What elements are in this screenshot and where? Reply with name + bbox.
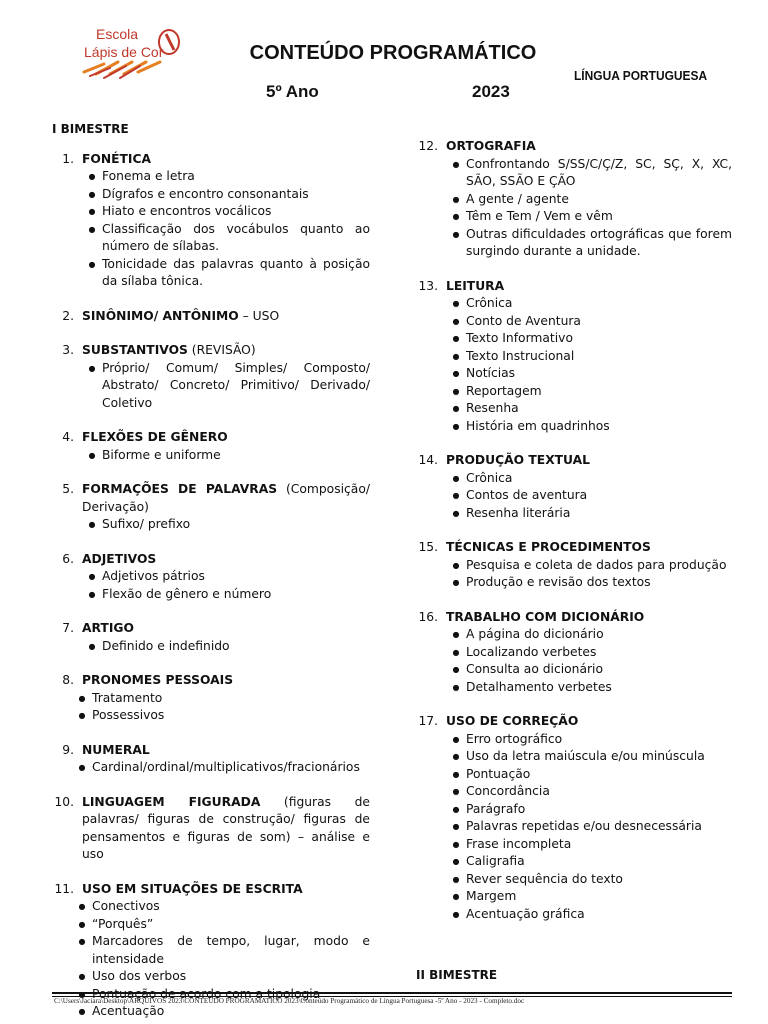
bullet-icon: ●	[452, 892, 460, 901]
list-item	[446, 661, 732, 679]
right-column	[416, 138, 732, 923]
section-13	[416, 278, 732, 436]
list-item	[446, 853, 732, 871]
section-title: SINÔNIMO/ ANTÔNIMO	[82, 308, 239, 323]
list-item	[82, 638, 370, 656]
list-item	[72, 759, 370, 777]
list-item-text: Uso dos verbos	[92, 969, 187, 983]
list-item-text: Texto Informativo	[466, 331, 573, 345]
list-item	[446, 836, 732, 854]
list-item-text: Conectivos	[92, 899, 160, 913]
section-number: 6.	[62, 551, 74, 566]
bullet-icon: ●	[452, 351, 460, 361]
bullet-icon: ●	[452, 909, 460, 919]
section-2	[52, 308, 370, 326]
list-item	[446, 418, 732, 436]
bullet-icon: ●	[88, 224, 96, 234]
bullet-list	[52, 516, 370, 534]
list-item	[446, 626, 732, 644]
list-item	[446, 801, 732, 819]
bullet-icon: ●	[88, 450, 96, 460]
bullet-icon: ●	[452, 822, 460, 831]
list-item	[446, 766, 732, 784]
bullet-icon: ●	[452, 299, 460, 308]
bullet-list	[416, 295, 732, 435]
section-5	[52, 481, 370, 534]
section-title: USO EM SITUAÇÕES DE ESCRITA	[82, 881, 303, 896]
list-item	[82, 203, 370, 221]
year-label: 2023	[472, 82, 510, 101]
list-item	[72, 1003, 370, 1021]
bullet-icon: ●	[452, 194, 460, 204]
section-number: 8.	[62, 673, 74, 687]
section-8	[52, 672, 370, 725]
section-7	[52, 620, 370, 655]
bullet-icon: ●	[78, 711, 86, 720]
list-item	[72, 968, 370, 986]
list-item	[82, 221, 370, 256]
list-item	[446, 783, 732, 801]
list-item	[82, 360, 370, 413]
section-number: 4.	[62, 430, 74, 444]
section-number: 9.	[62, 742, 74, 757]
list-item	[72, 933, 370, 968]
section-number: 7.	[62, 621, 74, 635]
list-item	[446, 731, 732, 749]
bullet-icon: ●	[452, 473, 460, 483]
section-title: PRODUÇÃO TEXTUAL	[446, 453, 591, 467]
list-item	[446, 208, 732, 226]
section-subtitle: – USO	[238, 308, 280, 323]
left-column	[52, 121, 370, 1021]
section-title: ORTOGRAFIA	[446, 139, 536, 153]
list-item-text: Palavras repetidas e/ou desnecessária	[466, 819, 702, 833]
bullet-icon: ●	[78, 989, 86, 999]
list-item	[446, 330, 732, 348]
bullet-list	[52, 447, 370, 465]
bullet-list	[52, 690, 370, 725]
bullet-icon: ●	[78, 693, 86, 703]
document-title: CONTEÚDO PROGRAMÁTICO	[249, 42, 537, 64]
list-item-text: Contos de aventura	[466, 488, 588, 502]
bullet-icon: ●	[452, 578, 460, 587]
list-item	[82, 447, 370, 465]
list-item-text: Produção e revisão dos textos	[466, 575, 651, 589]
list-item-text: Biforme e uniforme	[102, 447, 221, 462]
bullet-icon: ●	[452, 734, 460, 744]
list-item-text: Texto Instrucional	[466, 348, 575, 363]
section-subtitle: (figuras de palavras/ figuras de construção/ figuras de pensamentos e figuras de som) – análise e uso	[82, 794, 370, 861]
section-number: 12.	[418, 139, 438, 153]
list-item-text: Uso da letra maiúscula e/ou minúscula	[466, 749, 705, 763]
list-item	[446, 400, 732, 418]
section-title: ADJETIVOS	[82, 551, 157, 566]
list-item-text: Têm e Tem / Vem e vêm	[466, 209, 613, 223]
section-6	[52, 551, 370, 604]
section-9	[52, 742, 370, 777]
list-item-text: Marcadores de tempo, lugar, modo e intensidade	[92, 934, 370, 966]
section-number: 13.	[418, 278, 438, 293]
list-item	[446, 888, 732, 906]
bullet-list	[52, 168, 370, 291]
list-item-text: “Porquês”	[92, 916, 154, 931]
list-item-text: Acentuação gráfica	[466, 906, 585, 921]
list-item	[82, 186, 370, 204]
bullet-icon: ●	[88, 259, 96, 269]
list-item	[72, 707, 370, 725]
list-item-text: Sufixo/ prefixo	[102, 517, 191, 531]
footer-divider-thick	[52, 992, 732, 994]
list-item-text: Localizando verbetes	[466, 644, 597, 659]
list-item	[72, 898, 370, 916]
bullet-icon: ●	[88, 589, 96, 599]
bullet-icon: ●	[78, 763, 86, 772]
section-12	[416, 138, 732, 261]
list-item-text: Detalhamento verbetes	[466, 679, 612, 694]
list-item-text: Tonicidade das palavras quanto à posição da sílaba tônica.	[102, 256, 370, 288]
section-title: LINGUAGEM FIGURADA	[82, 794, 261, 809]
list-item	[72, 916, 370, 934]
logo-text-line1: Escola	[96, 26, 139, 42]
list-item	[446, 156, 732, 191]
list-item-text: Tratamento	[92, 690, 163, 705]
bullet-icon: ●	[78, 937, 86, 946]
list-item	[82, 568, 370, 586]
list-item-text: Caligrafia	[466, 854, 525, 868]
subject-label: LÍNGUA PORTUGUESA	[574, 68, 708, 83]
list-item-text: Conto de Aventura	[466, 313, 581, 328]
bullet-icon: ●	[452, 369, 460, 378]
bullet-icon: ●	[78, 919, 86, 929]
list-item-text: Acentuação	[92, 1004, 165, 1018]
section-number: 1.	[62, 151, 74, 166]
bullet-icon: ●	[452, 647, 460, 657]
section-title: FORMAÇÕES DE PALAVRAS	[82, 482, 278, 496]
list-item	[446, 557, 732, 575]
list-item	[446, 226, 732, 261]
list-item-text: Dígrafos e encontro consonantais	[102, 186, 309, 201]
list-item	[82, 516, 370, 534]
list-item-text: Consulta ao dicionário	[466, 662, 604, 676]
list-item	[446, 383, 732, 401]
bullet-icon: ●	[88, 363, 96, 373]
list-item	[446, 505, 732, 523]
section-17	[416, 713, 732, 923]
list-item-text: Crônica	[466, 296, 513, 310]
section-title: ARTIGO	[82, 621, 134, 635]
bimestre-2-heading: II BIMESTRE	[416, 968, 498, 982]
section-number: 16.	[418, 609, 438, 624]
bullet-icon: ●	[88, 641, 96, 651]
list-item	[446, 348, 732, 366]
section-title: FONÉTICA	[82, 151, 152, 166]
bullet-list	[52, 360, 370, 413]
bullet-icon: ●	[88, 572, 96, 581]
bullet-icon: ●	[452, 159, 460, 169]
list-item	[446, 313, 732, 331]
section-15	[416, 539, 732, 592]
list-item-text: A gente / agente	[466, 191, 569, 206]
bullet-icon: ●	[88, 189, 96, 199]
bullet-list	[52, 759, 370, 777]
list-item-text: Frase incompleta	[466, 836, 572, 851]
list-item	[446, 574, 732, 592]
list-item-text: Crônica	[466, 470, 513, 485]
list-item-text: Pontuação de acordo com a tipologia	[92, 986, 321, 1001]
bullet-icon: ●	[452, 787, 460, 796]
section-subtitle: (REVISÃO)	[187, 343, 256, 357]
bullet-icon: ●	[452, 508, 460, 518]
list-item-text: Concordância	[466, 784, 550, 798]
section-number: 14.	[418, 453, 438, 467]
bullet-icon: ●	[88, 520, 96, 529]
section-number: 15.	[418, 540, 438, 554]
bullet-icon: ●	[452, 630, 460, 639]
bullet-icon: ●	[452, 386, 460, 396]
bullet-icon: ●	[78, 902, 86, 911]
section-title: USO DE CORREÇÃO	[446, 714, 579, 728]
list-item-text: Rever sequência do texto	[466, 871, 623, 886]
list-item	[72, 690, 370, 708]
list-item	[446, 487, 732, 505]
bullet-icon: ●	[452, 560, 460, 570]
bullet-list	[52, 568, 370, 603]
logo-text-line2: Lápis de Cor	[84, 44, 164, 60]
section-title: LEITURA	[446, 278, 505, 293]
section-14	[416, 452, 732, 522]
bullet-icon: ●	[452, 491, 460, 500]
bullet-icon: ●	[452, 212, 460, 221]
list-item-text: Pontuação	[466, 766, 531, 781]
bullet-icon: ●	[88, 172, 96, 181]
section-title: SUBSTANTIVOS	[82, 343, 188, 357]
section-16	[416, 609, 732, 697]
bullet-icon: ●	[78, 1007, 86, 1016]
bullet-icon: ●	[452, 229, 460, 239]
section-number: 3.	[62, 343, 74, 357]
list-item-text: Classificação dos vocábulos quanto ao número de sílabas.	[102, 221, 370, 253]
section-title: TÉCNICAS E PROCEDIMENTOS	[446, 540, 651, 554]
bullet-icon: ●	[88, 207, 96, 216]
list-item-text: Erro ortográfico	[466, 731, 563, 746]
list-item-text: Resenha	[466, 401, 519, 415]
list-item	[82, 586, 370, 604]
bullet-icon: ●	[452, 421, 460, 431]
bullet-icon: ●	[452, 404, 460, 413]
list-item-text: Hiato e encontros vocálicos	[102, 204, 272, 218]
list-item-text: Reportagem	[466, 383, 542, 398]
list-item-text: Adjetivos pátrios	[102, 569, 205, 583]
section-title: FLEXÕES DE GÊNERO	[82, 430, 228, 444]
bullet-icon: ●	[452, 769, 460, 779]
bullet-icon: ●	[452, 334, 460, 343]
section-subtitle: (Composição/ Derivação)	[82, 482, 370, 514]
list-item	[82, 168, 370, 186]
list-item-text: Notícias	[466, 366, 516, 380]
bullet-list	[416, 731, 732, 924]
bullet-icon: ●	[452, 874, 460, 884]
list-item-text: Margem	[466, 889, 517, 903]
bullet-icon: ●	[452, 839, 460, 849]
section-number: 5.	[62, 482, 74, 496]
list-item-text: Parágrafo	[466, 801, 526, 816]
section-title: PRONOMES PESSOAIS	[82, 673, 234, 687]
bullet-list	[52, 638, 370, 656]
section-number: 17.	[418, 714, 438, 728]
list-item-text: Possessivos	[92, 708, 165, 722]
list-item	[446, 365, 732, 383]
list-item	[446, 906, 732, 924]
list-item-text: História em quadrinhos	[466, 418, 610, 433]
list-item-text: Pesquisa e coleta de dados para produção	[466, 557, 727, 572]
list-item	[446, 871, 732, 889]
section-3	[52, 342, 370, 412]
list-item-text: Flexão de gênero e número	[102, 586, 272, 601]
section-title: TRABALHO COM DICIONÁRIO	[446, 609, 645, 624]
list-item-text: Outras dificuldades ortográficas que forem surgindo durante a unidade.	[466, 226, 732, 258]
bullet-icon: ●	[452, 682, 460, 692]
list-item	[446, 818, 732, 836]
bullet-icon: ●	[452, 316, 460, 326]
bullet-list	[416, 470, 732, 523]
list-item-text: Fonema e letra	[102, 169, 195, 183]
bullet-list	[416, 156, 732, 261]
bullet-list	[416, 626, 732, 696]
section-1	[52, 151, 370, 291]
list-item-text: Definido e indefinido	[102, 638, 230, 653]
list-item	[446, 191, 732, 209]
section-4	[52, 429, 370, 464]
list-item	[446, 748, 732, 766]
list-item-text: Próprio/ Comum/ Simples/ Composto/ Abstrato/ Concreto/ Primitivo/ Derivado/ Coletivo	[102, 360, 370, 410]
list-item	[446, 295, 732, 313]
list-item-text: Resenha literária	[466, 505, 571, 520]
list-item-text: Cardinal/ordinal/multiplicativos/fracionários	[92, 760, 360, 774]
list-item-text: A página do dicionário	[466, 627, 604, 641]
bullet-icon: ●	[452, 857, 460, 866]
list-item	[446, 679, 732, 697]
grade-label: 5º Ano	[266, 82, 319, 101]
list-item-text: Confrontando S/SS/C/Ç/Z, SC, SÇ, X, XC, SÃO, SSÃO E ÇÃO	[466, 156, 732, 188]
section-10	[52, 794, 370, 864]
bimestre-1-heading: I BIMESTRE	[52, 122, 129, 136]
list-item	[446, 644, 732, 662]
section-number: 2.	[62, 308, 74, 323]
bullet-list	[416, 557, 732, 592]
footer-file-path: C:\Users\Jaciara\Desktop\ARQUIVOS 2023\CONTEUDO PROGRAMATICO 2023\Conteúdo Programático de Língua Portuguesa -5º Ano - 2023 - Completo.doc	[54, 997, 525, 1005]
section-title: NUMERAL	[82, 742, 150, 757]
bullet-icon: ●	[452, 665, 460, 674]
list-item	[82, 256, 370, 291]
bullet-icon: ●	[452, 752, 460, 761]
section-number: 11.	[54, 881, 74, 896]
section-number: 10.	[54, 794, 74, 809]
bullet-icon: ●	[452, 804, 460, 814]
bullet-icon: ●	[78, 972, 86, 981]
list-item	[446, 470, 732, 488]
